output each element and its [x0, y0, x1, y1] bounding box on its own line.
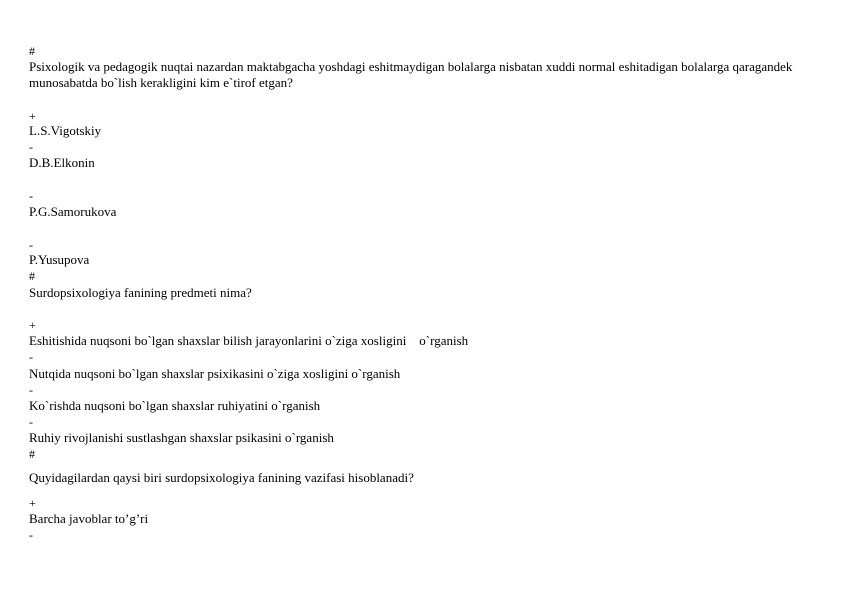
question-marker: #	[29, 44, 35, 58]
option-mark: -	[29, 140, 33, 154]
option-mark: -	[29, 238, 33, 252]
option-mark: +	[29, 109, 36, 123]
option-mark: -	[29, 350, 33, 364]
option-text: L.S.Vigotskiy	[29, 123, 102, 138]
option-text: D.B.Elkonin	[29, 155, 95, 170]
option-text: Eshitishida nuqsoni bo`lgan shaxslar bilish jarayonlarini o`ziga xosligini o`rganish	[29, 333, 469, 348]
document-page	[29, 0, 819, 596]
option-mark: -	[29, 383, 33, 397]
option-text: Ko`rishda nuqsoni bo`lgan shaxslar ruhiyatini o`rganish	[29, 398, 321, 413]
option-mark: -	[29, 528, 33, 542]
option-text: P.G.Samorukova	[29, 204, 117, 219]
option-mark: -	[29, 189, 33, 203]
question-marker: #	[29, 269, 35, 283]
question-text: Surdopsixologiya fanining predmeti nima?	[29, 285, 252, 300]
question-marker: #	[29, 447, 35, 461]
option-text: Barcha javoblar to’g’ri	[29, 511, 149, 526]
question-text: Psixologik va pedagogik nuqtai nazardan maktabgacha yoshdagi eshitmaydigan bolalarga nisbatan xuddi normal eshitadigan bolalarga qaragandek munosabatda bo`lish kerakligini kim e`tirof etgan?	[29, 59, 793, 90]
option-mark: +	[29, 318, 36, 332]
option-mark: +	[29, 496, 36, 510]
option-text: Ruhiy rivojlanishi sustlashgan shaxslar psikasini o`rganish	[29, 430, 334, 445]
option-text: Nutqida nuqsoni bo`lgan shaxslar psixikasini o`ziga xosligini o`rganish	[29, 366, 401, 381]
option-text: P.Yusupova	[29, 252, 90, 267]
question-text: Quyidagilardan qaysi biri surdopsixologiya fanining vazifasi hisoblanadi?	[29, 470, 414, 485]
option-mark: -	[29, 415, 33, 429]
